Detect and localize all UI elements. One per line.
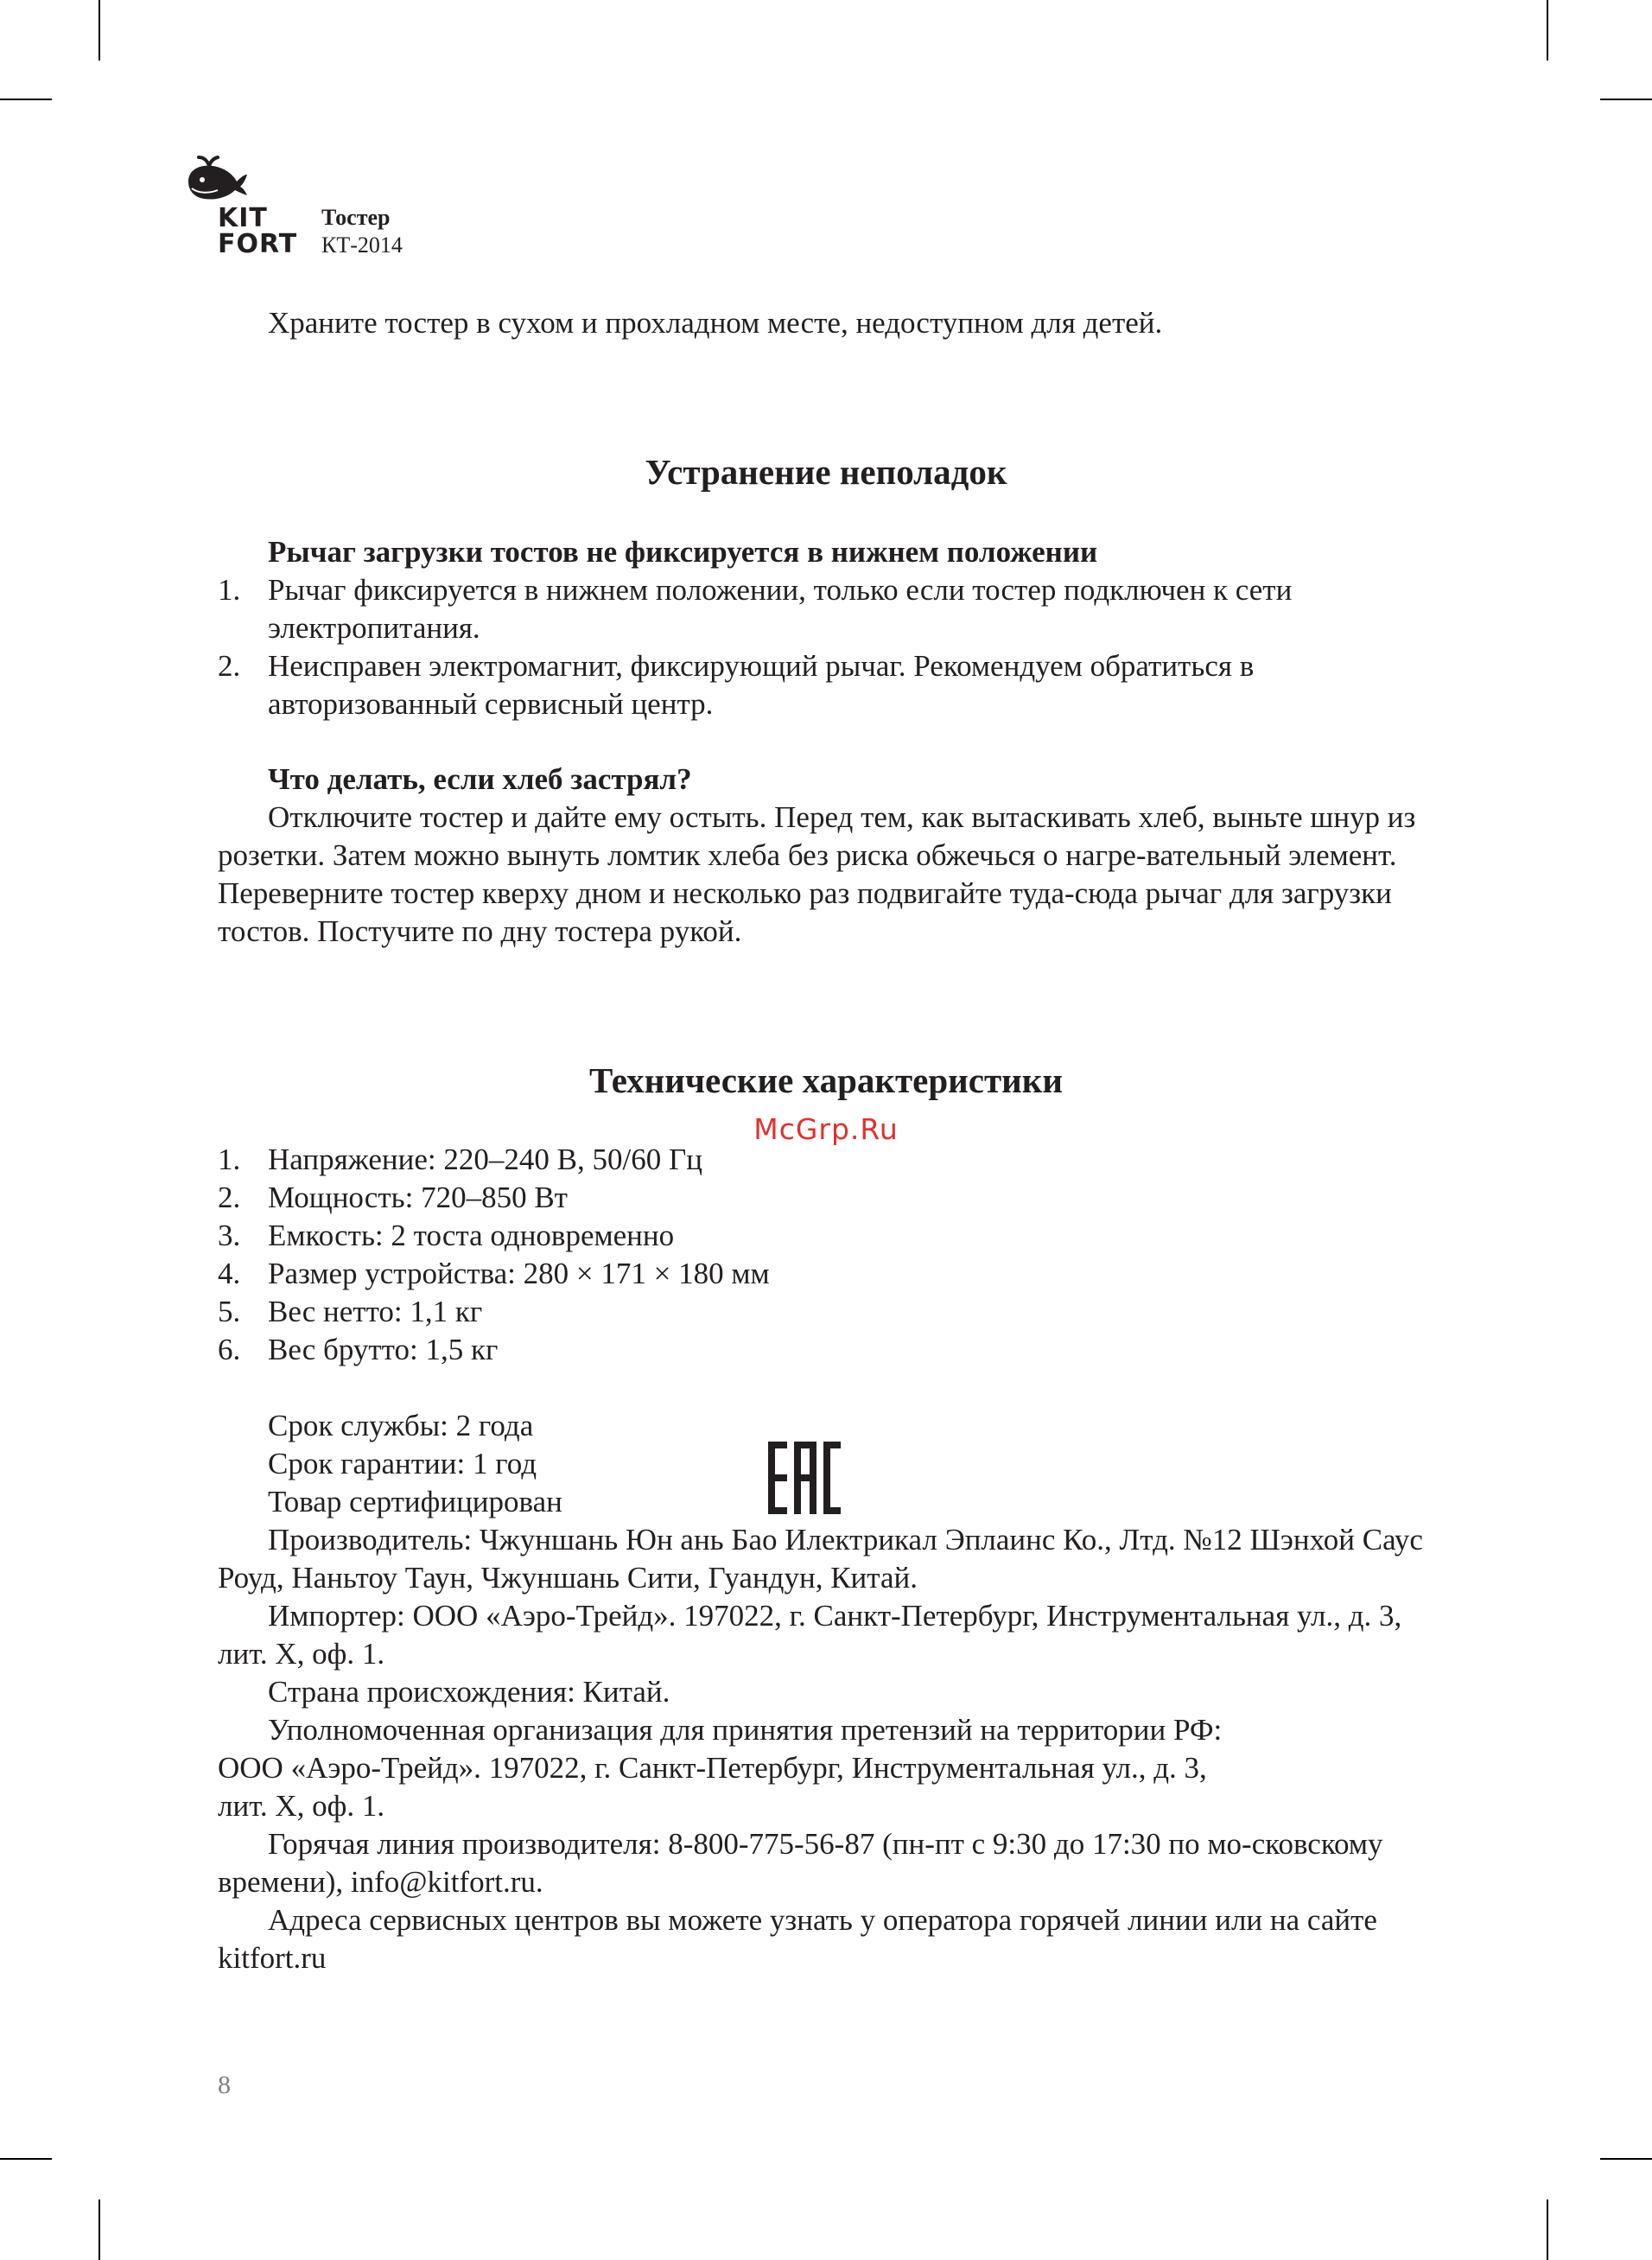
service-centers: Адреса сервисных центров вы можете узнать у оператора горячей линии или на сайте kitfort.ru bbox=[218, 1903, 1377, 1975]
bread-stuck-text: Отключите тостер и дайте ему остыть. Перед тем, как вытаскивать хлеб, выньте шнур из розетки. Затем можно вынуть ломтик хлеба без риска обжечься о нагре-вательный элемент. Переверните тостер кверху дном и несколько раз подвигайте туда-сюда рычаг для загрузки тостов. Постучите по дну тостера рукой. bbox=[218, 800, 1416, 948]
lever-problem-list bbox=[218, 571, 1453, 723]
crop-mark-bottom-left-h bbox=[0, 2158, 52, 2160]
list-item: 1. Напряжение: 220–240 В, 50/60 Гц bbox=[218, 1143, 702, 1176]
troubleshooting-title: Устранение неполадок bbox=[645, 452, 1007, 492]
bread-stuck-heading: Что делать, если хлеб застрял? bbox=[268, 762, 692, 796]
page-number: 8 bbox=[218, 2071, 231, 2099]
list-item: 2. Неисправен электромагнит, фиксирующий рычаг. Рекомендуем обратиться в авторизованный сервисный центр. bbox=[218, 649, 1255, 721]
importer: Импортер: ООО «Аэро-Трейд». 197022, г. Санкт-Петербург, Инструментальная ул., д. 3, лит. Х, оф. 1. bbox=[218, 1599, 1402, 1671]
lever-problem-heading: Рычаг загрузки тостов не фиксируется в нижнем положении bbox=[268, 535, 1098, 569]
claims-line-1: Уполномоченная организация для принятия претензий на территории РФ: bbox=[268, 1713, 1223, 1747]
origin: Страна происхождения: Китай. bbox=[268, 1675, 670, 1709]
product-header bbox=[321, 204, 403, 259]
specs-title: Технические характеристики bbox=[589, 1060, 1063, 1100]
crop-mark-top-right bbox=[1547, 0, 1548, 60]
storage-note: Храните тостер в сухом и прохладном месте, недоступном для детей. bbox=[268, 306, 1163, 340]
specs-section bbox=[218, 1141, 1453, 1977]
product-model: КТ-2014 bbox=[321, 232, 403, 258]
list-item: 3. Емкость: 2 тоста одновременно bbox=[218, 1219, 675, 1252]
brand-bottom: FORT bbox=[218, 229, 298, 259]
kitfort-logo bbox=[183, 156, 304, 258]
specs-list bbox=[218, 1141, 1453, 1369]
list-item: 5. Вес нетто: 1,1 кг bbox=[218, 1295, 483, 1328]
bread-stuck-section bbox=[218, 761, 1453, 951]
warranty: Срок гарантии: 1 год bbox=[268, 1447, 537, 1480]
service-life: Срок службы: 2 года bbox=[268, 1409, 534, 1442]
brand-top: KIT bbox=[218, 203, 268, 233]
crop-mark-bottom-left bbox=[98, 2200, 100, 2260]
certified: Товар сертифицирован bbox=[268, 1485, 562, 1518]
watermark: McGrp.Ru bbox=[753, 1112, 899, 1146]
lever-problem-section bbox=[218, 533, 1453, 723]
list-item: 1. Рычаг фиксируется в нижнем положении, только если тостер подключен к сети электропитания. bbox=[218, 573, 1293, 645]
list-item: 4. Размер устройства: 280 × 171 × 180 мм bbox=[218, 1257, 770, 1290]
brand-wordmark bbox=[183, 203, 304, 259]
list-item: 2. Мощность: 720–850 Вт bbox=[218, 1181, 568, 1214]
crop-mark-top-left-h bbox=[0, 99, 52, 100]
crop-mark-top-right-h bbox=[1600, 99, 1652, 100]
eac-mark-icon bbox=[768, 1442, 841, 1514]
hotline: Горячая линия производителя: 8-800-775-56-87 (пн-пт с 9:30 до 17:30 по мо-сковскому времени), info@kitfort.ru. bbox=[218, 1827, 1383, 1899]
manufacturer: Производитель: Чжуншань Юн ань Бао Илектрикал Эплаинс Ко., Лтд. №12 Шэнхой Саус Роуд, Наньтоу Таун, Чжуншань Сити, Гуандун, Китай. bbox=[218, 1523, 1423, 1595]
crop-mark-top-left bbox=[98, 0, 100, 60]
crop-mark-bottom-right bbox=[1547, 2200, 1548, 2260]
claims-line-3: лит. Х, оф. 1. bbox=[218, 1789, 385, 1823]
claims-line-2: ООО «Аэро-Трейд». 197022, г. Санкт-Петербург, Инструментальная ул., д. 3, bbox=[218, 1751, 1207, 1785]
product-name: Тостер bbox=[321, 205, 391, 230]
whale-icon bbox=[183, 156, 249, 204]
crop-mark-bottom-right-h bbox=[1600, 2158, 1652, 2160]
list-item: 6. Вес брутто: 1,5 кг bbox=[218, 1333, 499, 1366]
storage-note-block bbox=[218, 304, 1453, 342]
